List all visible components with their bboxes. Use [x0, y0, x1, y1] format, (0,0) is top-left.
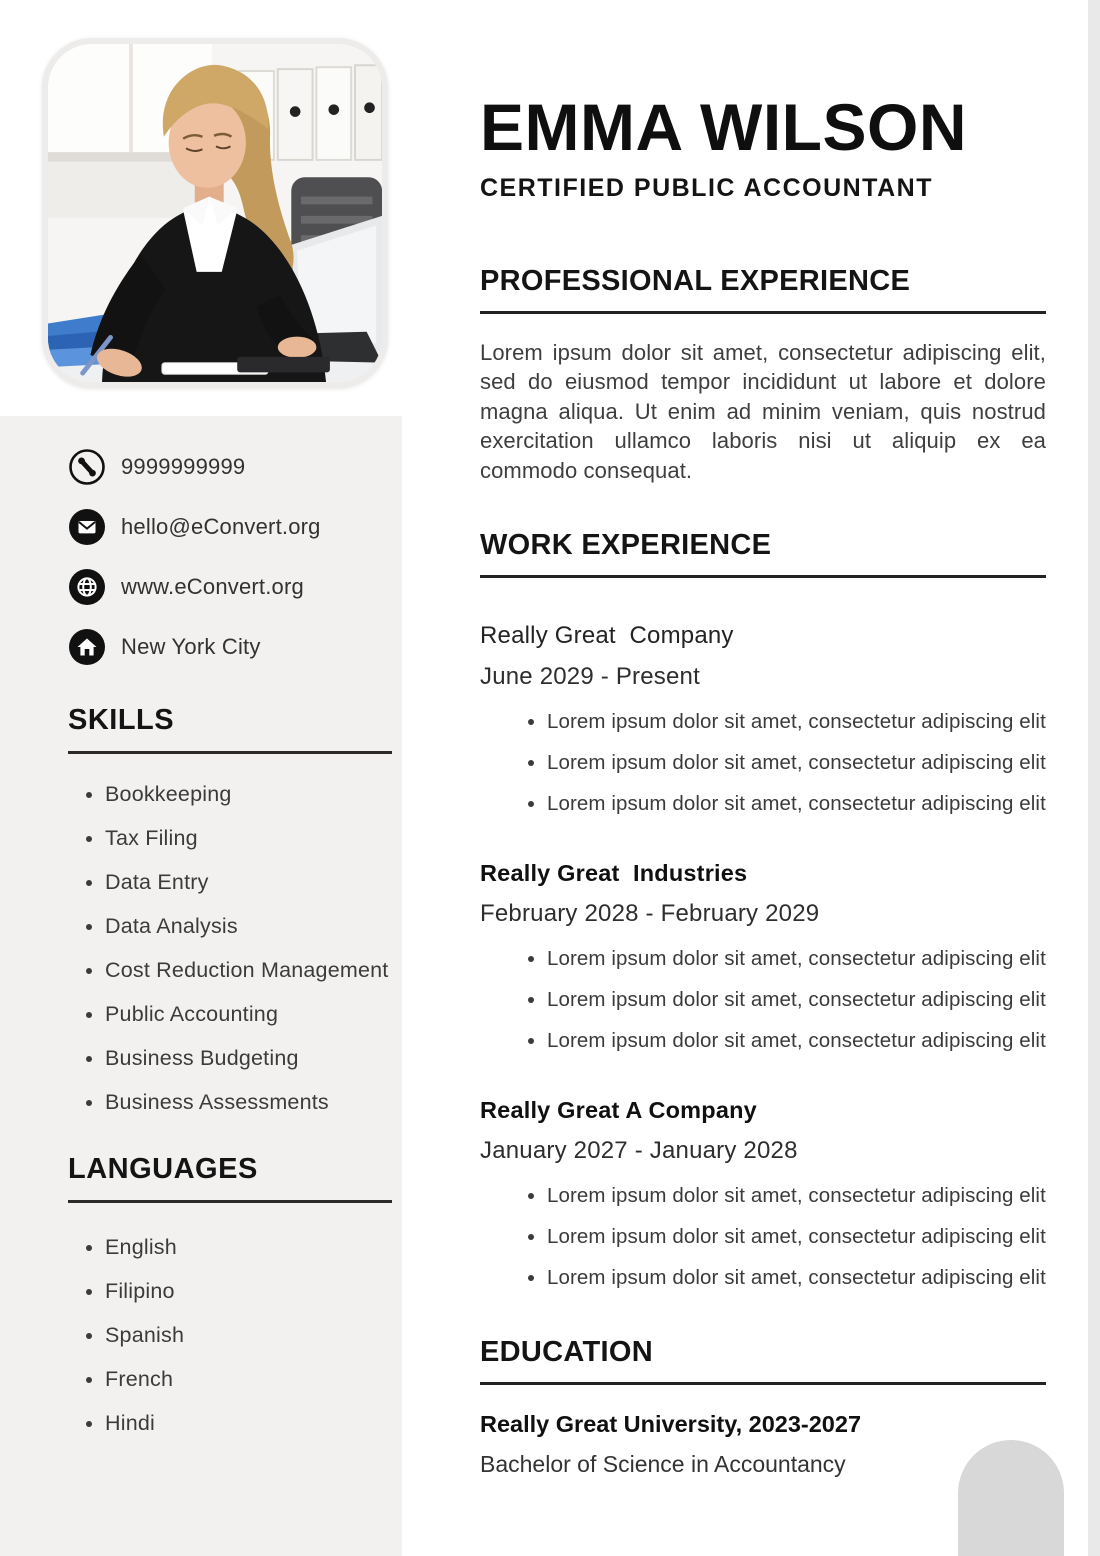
contact-row-email: [68, 508, 402, 546]
location-text: New York City: [121, 634, 261, 659]
job-entry: [480, 622, 1046, 816]
skill-item: • Public Accounting: [105, 1002, 402, 1027]
phone-number: 9999999999: [121, 454, 246, 479]
job-bullet: • Lorem ipsum dolor sit amet, consectetur adipiscing elit: [547, 1225, 1046, 1249]
website-url: www.eConvert.org: [121, 574, 304, 599]
candidate-name: EMMA WILSON: [480, 90, 967, 164]
job-bullets: [480, 710, 1046, 816]
phone-icon: [68, 448, 106, 486]
profile-photo: [42, 38, 388, 388]
job-bullet: • Lorem ipsum dolor sit amet, consectetur adipiscing elit: [547, 710, 1046, 734]
job-bullet: • Lorem ipsum dolor sit amet, consectetur adipiscing elit: [547, 1029, 1046, 1053]
skill-item: • Data Analysis: [105, 914, 402, 939]
language-item: • English: [105, 1235, 402, 1260]
education-heading: EDUCATION: [480, 1336, 1046, 1385]
job-bullet: • Lorem ipsum dolor sit amet, consectetur adipiscing elit: [547, 792, 1046, 816]
languages-section: [68, 1153, 402, 1436]
job-bullet: • Lorem ipsum dolor sit amet, consectetur adipiscing elit: [547, 1266, 1046, 1290]
work-experience-section: [480, 529, 1046, 1290]
skill-item: • Business Assessments: [105, 1090, 402, 1115]
professional-experience-heading: PROFESSIONAL EXPERIENCE: [480, 265, 1046, 314]
skills-section: [68, 704, 402, 1115]
job-entry: [480, 860, 1046, 1053]
job-bullet: • Lorem ipsum dolor sit amet, consectetur adipiscing elit: [547, 988, 1046, 1012]
professional-experience-section: [480, 265, 1046, 485]
job-dates: February 2028 - February 2029: [480, 900, 820, 928]
job-bullets: [480, 947, 1046, 1053]
language-item: • Filipino: [105, 1279, 402, 1304]
languages-list: [68, 1235, 402, 1436]
job-dates: June 2029 - Present: [480, 663, 700, 691]
skill-item: • Data Entry: [105, 870, 402, 895]
job-bullet: • Lorem ipsum dolor sit amet, consectetur adipiscing elit: [547, 947, 1046, 971]
contact-row-website: [68, 568, 402, 606]
sidebar: [0, 416, 402, 1556]
email-icon: [68, 508, 106, 546]
education-degree: Bachelor of Science in Accountancy: [480, 1451, 846, 1478]
professional-summary: Lorem ipsum dolor sit amet, consectetur adipiscing elit, sed do eiusmod tempor incididunt ut labore et dolore magna aliqua. Ut enim ad minim veniam, quis nostrud exercitation ullamco laboris nisi ut aliquip ex ea commodo consequat.: [480, 340, 1046, 483]
page-edge-strip: [1088, 0, 1100, 1556]
skill-item: • Cost Reduction Management: [105, 958, 402, 983]
skills-list: [68, 782, 402, 1115]
jobs-list: [480, 622, 1046, 1290]
skills-divider: [68, 751, 392, 754]
skills-heading: SKILLS: [68, 704, 175, 736]
language-item: • Spanish: [105, 1323, 402, 1348]
work-experience-heading: WORK EXPERIENCE: [480, 529, 1046, 578]
languages-divider: [68, 1200, 392, 1203]
job-company: Really Great Industries: [480, 860, 748, 887]
education-section: [480, 1336, 1046, 1478]
home-icon: [68, 628, 106, 666]
skill-item: • Business Budgeting: [105, 1046, 402, 1071]
main-column: [480, 0, 1046, 1478]
job-dates: January 2027 - January 2028: [480, 1137, 798, 1165]
globe-icon: [68, 568, 106, 606]
email-address: hello@eConvert.org: [121, 514, 321, 539]
job-bullets: [480, 1184, 1046, 1290]
language-item: • Hindi: [105, 1411, 402, 1436]
education-school: Really Great University, 2023-2027: [480, 1411, 862, 1438]
arch-decoration: [958, 1440, 1064, 1556]
job-entry: [480, 1097, 1046, 1290]
job-company: Really Great Company: [480, 622, 734, 650]
job-company: Really Great A Company: [480, 1097, 757, 1124]
candidate-title: CERTIFIED PUBLIC ACCOUNTANT: [480, 174, 933, 202]
contact-row-location: [68, 628, 402, 666]
skill-item: • Tax Filing: [105, 826, 402, 851]
profile-photo-illustration: [48, 44, 382, 382]
contact-row-phone: [68, 448, 402, 486]
skill-item: • Bookkeeping: [105, 782, 402, 807]
languages-heading: LANGUAGES: [68, 1153, 258, 1185]
job-bullet: • Lorem ipsum dolor sit amet, consectetur adipiscing elit: [547, 751, 1046, 775]
language-item: • French: [105, 1367, 402, 1392]
job-bullet: • Lorem ipsum dolor sit amet, consectetur adipiscing elit: [547, 1184, 1046, 1208]
